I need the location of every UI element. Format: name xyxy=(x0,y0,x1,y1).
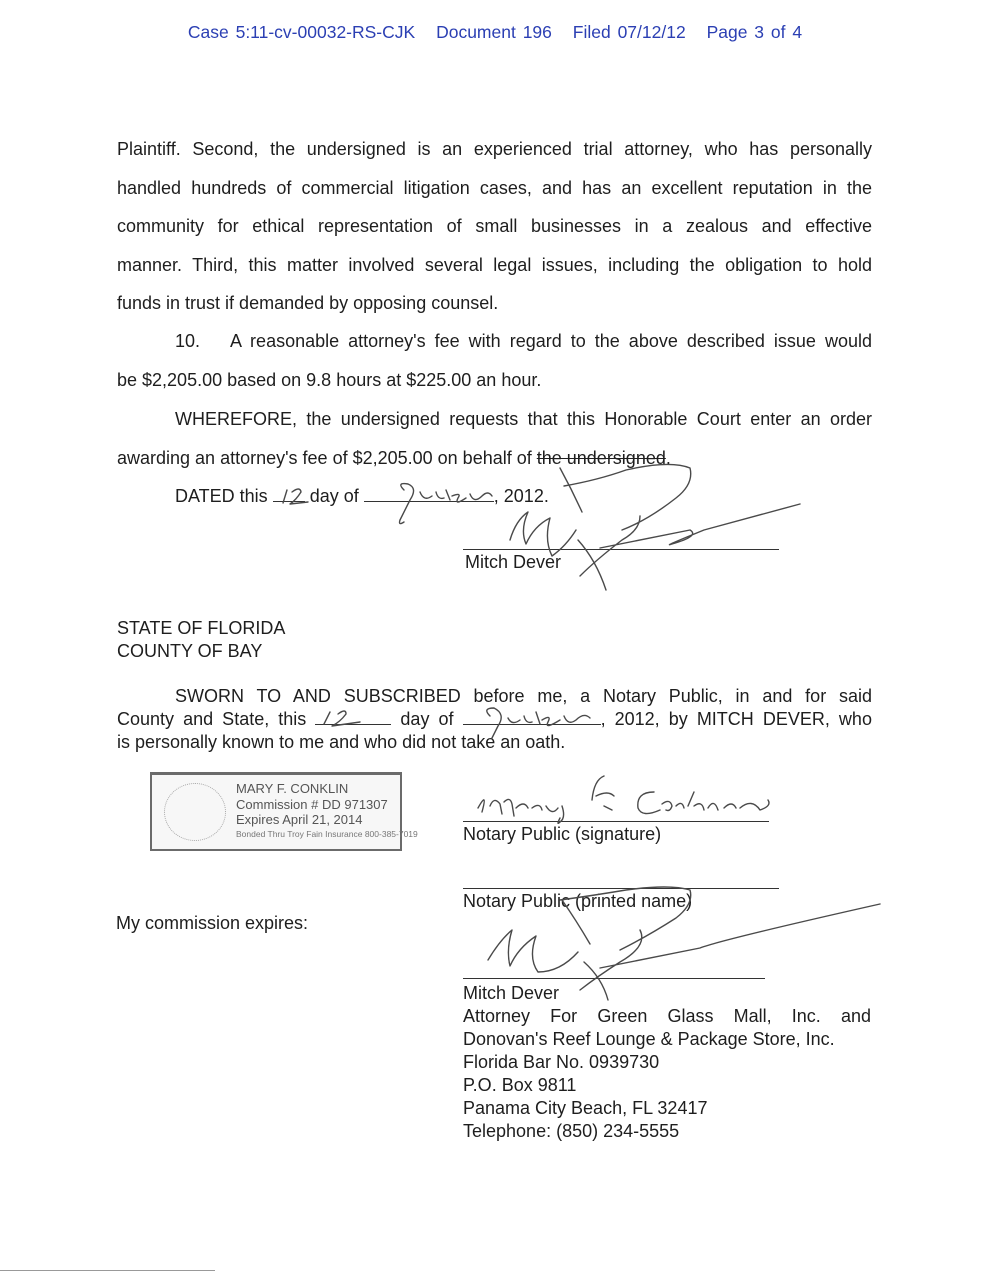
notary-printed-label: Notary Public (printed name) xyxy=(463,891,693,911)
text-line: is personally known to me and who did not take an oath. xyxy=(117,732,566,752)
paragraph-qualifications xyxy=(117,130,872,323)
paragraph-fee xyxy=(117,322,872,399)
notary-seal-icon xyxy=(164,783,226,841)
struck-text: the undersigned xyxy=(536,447,666,468)
document-number: Document 196 xyxy=(436,22,552,42)
attorney-signature-line-2 xyxy=(463,978,765,979)
page-indicator: Page 3 of 4 xyxy=(706,22,803,42)
text-line xyxy=(117,439,872,478)
stamp-commission: Commission # DD 971307 xyxy=(236,797,388,812)
sworn-month-blank xyxy=(463,708,601,725)
attorney-name: Mitch Dever xyxy=(463,983,560,1003)
month-blank xyxy=(364,485,494,502)
signer-name: Mitch Dever xyxy=(465,552,562,572)
page-edge-rule xyxy=(0,1270,215,1271)
stamp-expires: Expires April 21, 2014 xyxy=(236,812,363,827)
text-line: be $2,205.00 based on 9.8 hours at $225.00 an hour. xyxy=(117,369,542,390)
text-line xyxy=(117,685,872,708)
text-line: manner. Third, this matter involved several legal issues, including the obligation to hold xyxy=(117,254,872,275)
dated-mid: day of xyxy=(309,486,359,506)
text-line xyxy=(117,400,872,439)
dated-suffix: , 2012. xyxy=(493,486,549,506)
case-header xyxy=(0,22,990,43)
dated-line xyxy=(175,485,549,507)
attorney-signature-line xyxy=(463,549,779,550)
venue-block xyxy=(117,617,285,663)
notary-signature-label: Notary Public (signature) xyxy=(463,824,662,844)
attorney-for-line-2: Donovan's Reef Lounge & Package Store, Inc. xyxy=(463,1029,835,1049)
text-line: Plaintiff. Second, the undersigned is an experienced trial attorney, who has personally xyxy=(117,139,872,159)
bar-number: Florida Bar No. 0939730 xyxy=(463,1052,660,1072)
text-line: handled hundreds of commercial litigation cases, and has an excellent reputation in the xyxy=(117,177,872,198)
text-segment: WHEREFORE, the undersigned requests that this Honorable Court enter an order xyxy=(175,409,872,429)
case-number: Case 5:11-cv-00032-RS-CJK xyxy=(187,22,416,42)
sworn-paragraph xyxy=(117,685,872,754)
text-line xyxy=(117,708,872,731)
text-line xyxy=(117,322,872,361)
text-segment: . xyxy=(665,447,671,468)
dated-prefix: DATED this xyxy=(175,486,268,506)
text-segment: , 2012, by MITCH DEVER, who xyxy=(600,709,872,729)
venue-state: STATE OF FLORIDA xyxy=(117,618,286,638)
text-line: community for ethical representation of small businesses in a zealous and effective xyxy=(117,216,872,236)
text-segment: day of xyxy=(400,709,454,729)
attorney-block xyxy=(463,982,871,1143)
day-blank xyxy=(273,485,305,502)
filed-date: Filed 07/12/12 xyxy=(572,22,686,42)
venue-county: COUNTY OF BAY xyxy=(117,641,263,661)
notary-stamp xyxy=(150,772,418,851)
po-box: P.O. Box 9811 xyxy=(463,1075,577,1095)
city-state-zip: Panama City Beach, FL 32417 xyxy=(463,1098,708,1118)
notary-printed-line xyxy=(463,888,779,889)
stamp-bonded: Bonded Thru Troy Fain Insurance 800-385-7019 xyxy=(236,829,418,839)
stamp-name: MARY F. CONKLIN xyxy=(236,781,349,796)
notary-signature xyxy=(478,776,769,823)
notary-signature-line xyxy=(463,821,769,822)
sworn-day-blank xyxy=(315,708,391,725)
paragraph-wherefore xyxy=(117,400,872,477)
text-line: funds in trust if demanded by opposing counsel. xyxy=(117,293,499,313)
paragraph-number: 10. xyxy=(175,331,201,351)
text-segment: SWORN TO AND SUBSCRIBED before me, a Notary Public, in and for said xyxy=(175,686,872,706)
text-segment: County and State, this xyxy=(117,709,307,729)
text-segment: awarding an attorney's fee of $2,205.00 on behalf of xyxy=(117,447,537,468)
text-segment: A reasonable attorney's fee with regard to the above described issue would xyxy=(230,331,872,351)
telephone: Telephone: (850) 234-5555 xyxy=(463,1121,680,1141)
commission-expires-label: My commission expires: xyxy=(116,913,309,933)
attorney-for-line: Attorney For Green Glass Mall, Inc. and xyxy=(463,1006,871,1026)
